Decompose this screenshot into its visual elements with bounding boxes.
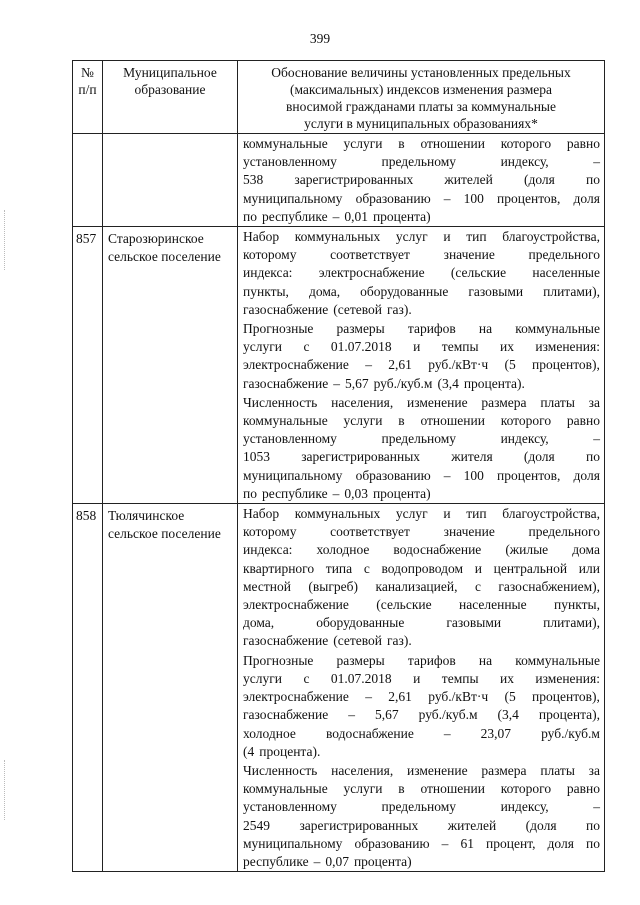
- word: зарегистрированных: [294, 172, 414, 188]
- word: населенные: [459, 597, 527, 613]
- word: за: [588, 394, 600, 410]
- word: коммунальные: [243, 413, 328, 429]
- word: размеры: [336, 652, 385, 668]
- word: изменения:: [535, 670, 600, 686]
- word: Прогнозные: [243, 321, 314, 337]
- word: и: [443, 229, 451, 245]
- text-line: [243, 320, 600, 338]
- word: и: [443, 506, 451, 522]
- word: электроснабжение: [318, 265, 425, 281]
- text-line: [243, 190, 600, 208]
- word: с: [474, 578, 481, 594]
- word: на: [478, 321, 493, 337]
- text-line: [243, 338, 600, 356]
- word: и: [413, 339, 421, 355]
- word: 01.07.2018: [330, 670, 392, 686]
- text-line: [243, 208, 600, 226]
- word: жителя: [451, 449, 493, 465]
- text-line: [243, 283, 600, 301]
- text-line: [243, 301, 600, 319]
- word: 2,61: [388, 357, 412, 373]
- word: равно: [566, 781, 600, 797]
- municipality-name: [103, 227, 238, 504]
- text-line: [243, 835, 600, 853]
- word: зарегистрированных: [301, 449, 421, 465]
- word: которому: [243, 247, 297, 263]
- municipality-name: [103, 504, 238, 872]
- word: электроснабжение: [243, 357, 349, 373]
- word: значение: [443, 247, 495, 263]
- word: водоснабжение: [393, 542, 482, 558]
- text-line: [243, 780, 600, 798]
- justification-paragraph: [243, 135, 600, 226]
- word: процента): [353, 853, 412, 869]
- word: населенные: [532, 265, 600, 281]
- word: квартирного: [243, 560, 315, 576]
- row-number: 857: [73, 227, 103, 504]
- word: 2,61: [388, 689, 412, 705]
- word: –: [365, 357, 372, 373]
- word: услуги: [343, 136, 383, 151]
- justification-text: [238, 227, 605, 504]
- word: –: [593, 431, 600, 447]
- word: –: [443, 190, 451, 206]
- word: типа: [325, 560, 353, 576]
- margin-mark: [4, 760, 9, 820]
- text-line: [243, 505, 600, 523]
- word: пункты,: [243, 283, 289, 299]
- word: –: [443, 467, 451, 483]
- word: газоснабжение: [243, 707, 329, 723]
- word: Прогнозные: [243, 652, 314, 668]
- word: индекса:: [243, 542, 293, 558]
- word: образованию: [355, 467, 431, 483]
- text-line: [243, 246, 600, 264]
- word: Численность: [243, 394, 318, 410]
- word: руб./куб.м: [541, 725, 600, 741]
- word: электроснабжение: [243, 689, 349, 705]
- word: дома,: [243, 615, 275, 631]
- word: с: [303, 339, 310, 355]
- word: услуг: [395, 229, 428, 245]
- word: и: [474, 560, 482, 576]
- word: индекса:: [243, 265, 293, 281]
- word: (сельские: [450, 265, 507, 281]
- word: услуг: [395, 506, 428, 522]
- word: –: [333, 375, 340, 391]
- text-line: [243, 632, 600, 650]
- word: благоустройства,: [502, 229, 600, 245]
- word: Набор: [243, 229, 280, 245]
- word: оборудованные: [316, 615, 405, 631]
- text-line: [243, 135, 600, 153]
- word: 5,67: [374, 707, 399, 723]
- word: коммунальные: [515, 321, 600, 337]
- table-row: [73, 134, 605, 227]
- word: размера: [481, 394, 527, 410]
- word: по: [585, 449, 600, 465]
- word: 100: [463, 467, 484, 483]
- word: предельному: [381, 431, 457, 447]
- text-line: [243, 412, 600, 430]
- word: (сельские: [376, 597, 432, 613]
- word: (сетевой: [333, 301, 382, 317]
- word: (доля: [523, 449, 555, 465]
- word: по: [243, 208, 257, 224]
- word: процента): [372, 208, 431, 224]
- word: (3,4: [437, 375, 459, 391]
- word: которого: [500, 781, 552, 797]
- word: их: [499, 339, 514, 355]
- word: водопроводом: [381, 560, 464, 576]
- justification-text: [238, 134, 605, 227]
- word: значение: [443, 524, 495, 540]
- text-line: [243, 467, 600, 485]
- word: руб./кВт·ч: [428, 357, 489, 373]
- word: 538: [243, 172, 264, 188]
- justification-paragraph: [243, 505, 600, 651]
- word: –: [593, 799, 600, 815]
- word: или: [578, 560, 600, 576]
- word: –: [348, 707, 355, 723]
- word: их: [499, 670, 514, 686]
- text-line: [243, 817, 600, 835]
- word: с: [303, 670, 310, 686]
- word: руб./куб.м: [418, 707, 478, 723]
- text-line: [243, 485, 600, 503]
- municipality-name: [103, 134, 238, 227]
- text-line: [243, 448, 600, 466]
- word: процента): [372, 485, 431, 501]
- text-line: [243, 688, 600, 706]
- word: (доля: [525, 817, 557, 833]
- word: 100: [463, 190, 484, 206]
- word: которого: [500, 136, 552, 151]
- word: (3,4: [497, 707, 519, 723]
- text-line: [243, 614, 600, 632]
- word: процента).: [463, 375, 525, 391]
- word: 5,67: [344, 375, 369, 391]
- word: –: [593, 154, 600, 170]
- word: предельного: [528, 247, 600, 263]
- text-line: [243, 228, 600, 246]
- word: муниципальному: [243, 835, 343, 851]
- word: по: [585, 835, 600, 851]
- word: процентов),: [532, 357, 600, 373]
- word: установленному: [243, 799, 337, 815]
- word: (5: [504, 357, 516, 373]
- word: центральной: [493, 560, 568, 576]
- word: –: [332, 485, 340, 501]
- word: на: [478, 652, 493, 668]
- word: образованию: [355, 190, 431, 206]
- word: темпы: [441, 339, 479, 355]
- word: процентов,: [497, 467, 561, 483]
- municipality-name-line: Тюлячинское: [108, 508, 185, 524]
- municipality-name-line: сельское поселение: [108, 526, 221, 542]
- text-line: [243, 560, 600, 578]
- word: 61: [460, 835, 474, 851]
- word: отношении: [420, 136, 485, 151]
- word: темпы: [441, 670, 479, 686]
- word: газоснабжение: [243, 375, 329, 391]
- word: платы: [540, 762, 575, 778]
- word: газовыми: [446, 615, 502, 631]
- word: отношении: [420, 781, 485, 797]
- word: местной: [243, 578, 291, 594]
- word: по: [243, 485, 257, 501]
- justification-paragraph: [243, 320, 600, 393]
- word: тип: [466, 506, 487, 522]
- word: по: [586, 172, 600, 188]
- text-line: [243, 670, 600, 688]
- word: холодное: [243, 725, 296, 741]
- text-line: [243, 798, 600, 816]
- word: в: [398, 413, 405, 429]
- word: газоснабжение: [243, 301, 329, 317]
- word: (4: [243, 743, 255, 759]
- word: (5: [504, 689, 516, 705]
- word: процентов,: [497, 190, 561, 206]
- word: руб./кВт·ч: [428, 689, 489, 705]
- justification-paragraph: [243, 652, 600, 761]
- word: электроснабжение: [243, 597, 349, 613]
- word: процента),: [538, 707, 600, 723]
- text-line: [243, 743, 600, 761]
- word: образованию: [354, 835, 430, 851]
- text-line: [243, 762, 600, 780]
- word: (жилые: [505, 542, 549, 558]
- word: республике: [261, 485, 328, 501]
- word: населения,: [331, 762, 394, 778]
- text-line: [243, 171, 600, 189]
- word: предельному: [381, 154, 457, 170]
- header-number: № п/п: [73, 61, 103, 134]
- word: в: [398, 781, 405, 797]
- text-line: [243, 523, 600, 541]
- word: с: [363, 560, 370, 576]
- table-row: [73, 504, 605, 872]
- text-line: [243, 541, 600, 559]
- word: плитами),: [543, 615, 600, 631]
- text-line: [243, 264, 600, 282]
- justification-paragraph: [243, 394, 600, 503]
- word: доля: [573, 190, 600, 206]
- word: коммунальных: [294, 229, 381, 245]
- word: газ).: [387, 301, 412, 317]
- word: жителей: [444, 172, 493, 188]
- page-number: 399: [309, 31, 331, 46]
- word: изменение: [407, 762, 468, 778]
- tariff-index-table: [72, 60, 605, 872]
- word: дома,: [308, 283, 341, 299]
- text-line: [243, 596, 600, 614]
- word: за: [588, 762, 600, 778]
- header-justification: Обоснование величины установленных предельных (максимальных) индексов изменения размера вносимой гражданами платы за коммунальные услуги в муниципальных образованиях*: [238, 61, 605, 134]
- word: индексу,: [500, 431, 549, 447]
- word: тарифов: [407, 321, 456, 337]
- word: равно: [566, 136, 600, 151]
- word: которому: [243, 524, 297, 540]
- word: индексу,: [500, 799, 549, 815]
- word: газоснабжение: [243, 633, 329, 649]
- word: изменения:: [535, 339, 600, 355]
- word: услуги: [243, 670, 282, 686]
- word: коммунальные: [515, 652, 600, 668]
- word: плитами),: [543, 283, 600, 299]
- word: Численность: [243, 762, 318, 778]
- text-line: [243, 652, 600, 670]
- word: канализацией,: [375, 578, 458, 594]
- word: –: [365, 689, 372, 705]
- municipality-name-line: Старозюринское: [108, 231, 204, 247]
- word: 0,01: [344, 208, 368, 224]
- word: доля: [547, 835, 574, 851]
- word: водоснабжение: [325, 725, 414, 741]
- row-number: [73, 134, 103, 227]
- word: тип: [466, 229, 487, 245]
- row-number: 858: [73, 504, 103, 872]
- word: населения,: [331, 394, 394, 410]
- margin-mark: [4, 210, 9, 270]
- word: тарифов: [407, 652, 456, 668]
- justification-paragraph: [243, 228, 600, 319]
- text-line: [243, 853, 600, 871]
- word: и: [413, 670, 421, 686]
- word: жителей: [447, 817, 497, 833]
- word: зарегистрированных: [299, 817, 419, 833]
- word: услуги: [343, 781, 383, 797]
- text-line: [243, 375, 600, 393]
- word: холодное: [316, 542, 370, 558]
- text-line: [243, 356, 600, 374]
- word: Набор: [243, 506, 280, 522]
- word: 23,07: [480, 725, 512, 741]
- word: –: [332, 208, 340, 224]
- word: 2549: [243, 817, 270, 833]
- word: 0,07: [325, 853, 349, 869]
- word: 1053: [243, 449, 270, 465]
- justification-paragraph: [243, 762, 600, 871]
- word: 01.07.2018: [330, 339, 392, 355]
- word: газ).: [387, 633, 412, 649]
- word: газовыми: [468, 283, 524, 299]
- text-line: [243, 725, 600, 743]
- word: (сетевой: [333, 633, 382, 649]
- text-line: [243, 394, 600, 412]
- word: республике: [243, 853, 309, 869]
- word: коммунальных: [294, 506, 381, 522]
- text-line: [243, 153, 600, 171]
- word: коммунальные: [243, 136, 328, 151]
- word: услуги: [343, 413, 383, 429]
- word: платы: [540, 394, 575, 410]
- word: руб./куб.м: [373, 375, 433, 391]
- word: процент,: [486, 835, 536, 851]
- header-municipality: Муниципальное образование: [103, 61, 238, 134]
- text-line: [243, 578, 600, 596]
- word: по: [586, 817, 600, 833]
- word: –: [441, 835, 449, 851]
- word: доля: [573, 467, 600, 483]
- word: предельному: [381, 799, 457, 815]
- word: размеры: [336, 321, 385, 337]
- word: –: [443, 725, 451, 741]
- word: (доля: [523, 172, 555, 188]
- word: размера: [481, 762, 527, 778]
- word: пункты,: [554, 597, 600, 613]
- word: в: [398, 136, 405, 151]
- word: равно: [566, 413, 600, 429]
- text-line: [243, 706, 600, 724]
- table-header-row: [73, 61, 605, 134]
- word: газоснабжением),: [498, 578, 600, 594]
- table-row: [73, 227, 605, 504]
- word: отношении: [420, 413, 485, 429]
- word: –: [313, 853, 321, 869]
- word: установленному: [243, 154, 337, 170]
- word: установленному: [243, 431, 337, 447]
- text-line: [243, 430, 600, 448]
- municipality-name-line: сельское поселение: [108, 249, 221, 265]
- word: предельного: [528, 524, 600, 540]
- word: благоустройства,: [502, 506, 600, 522]
- word: процентов),: [532, 689, 600, 705]
- word: оборудованные: [360, 283, 449, 299]
- word: соответствует: [330, 524, 410, 540]
- word: услуги: [243, 339, 282, 355]
- word: муниципальному: [243, 190, 343, 206]
- word: (выгреб): [308, 578, 359, 594]
- justification-text: [238, 504, 605, 872]
- word: изменение: [407, 394, 468, 410]
- word: индексу,: [500, 154, 549, 170]
- word: дома: [572, 542, 600, 558]
- word: коммунальные: [243, 781, 328, 797]
- word: соответствует: [330, 247, 410, 263]
- word: муниципальному: [243, 467, 343, 483]
- word: которого: [500, 413, 552, 429]
- word: 0,03: [344, 485, 368, 501]
- word: процента).: [259, 743, 321, 759]
- word: республике: [261, 208, 328, 224]
